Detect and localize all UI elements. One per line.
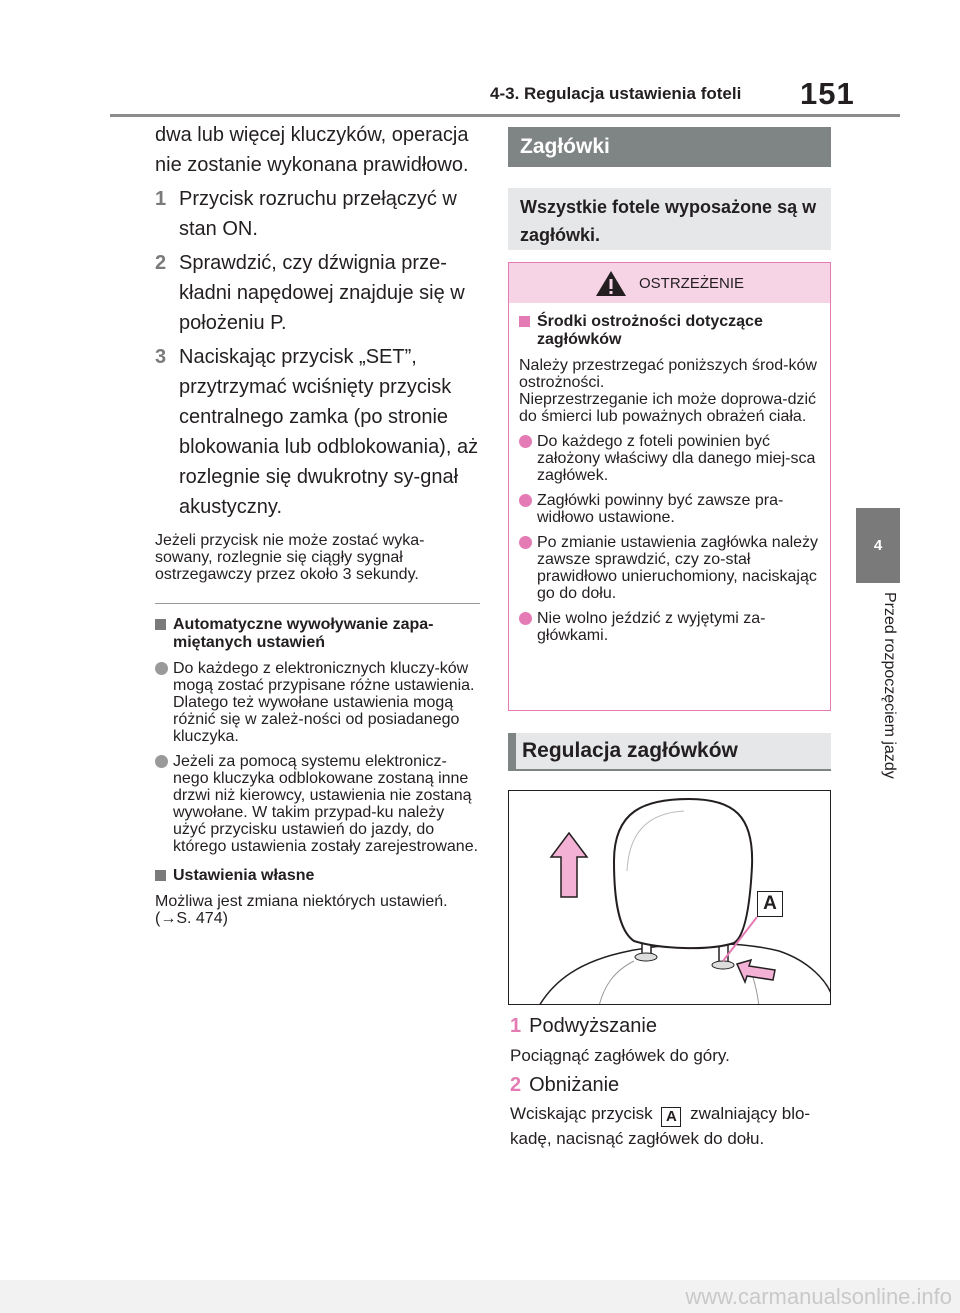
list-item-text: Do każdego z elektronicznych kluczy-ków mogą zostać przypisane różne ustawienia. Dlatego też wywołane ustawienia mogą różnić się w zależ-ności od posiadanego kluczyka. [173, 660, 475, 745]
list-item [155, 660, 480, 745]
raise-description: Pociągnąć zagłówek do góry. [510, 1046, 730, 1065]
intro-text: dwa lub więcej kluczyków, operacja nie zostanie wykonana prawidłowo. [155, 124, 469, 176]
list-item-text: Po zmianie ustawienia zagłówka należy zawsze sprawdzić, czy zo-stał prawidłowo unieruchomiony, naciskając go do dołu. [537, 534, 819, 602]
warning-triangle-icon [595, 269, 627, 297]
circle-bullet-icon [155, 662, 168, 675]
circle-bullet-icon [155, 755, 168, 768]
button-a-icon: A [661, 1107, 681, 1127]
subheading-custom-settings [155, 867, 480, 885]
square-bullet-icon [155, 870, 166, 881]
step-number: 3 [155, 346, 167, 368]
header-rule [110, 114, 900, 117]
list-item [519, 433, 820, 484]
section-title-headrests: Zagłówki [508, 127, 831, 167]
divider [155, 603, 480, 604]
step-text: Przycisk rozruchu przełączyć w stan ON. [179, 188, 457, 240]
headrest-illustration [508, 790, 831, 1005]
custom-settings-text: Możliwa jest zmiana niektórych ustawień. (→S. 474) [155, 893, 448, 927]
section-rule [508, 769, 831, 771]
step-label: Podwyższanie [529, 1015, 657, 1037]
callout-line [719, 915, 759, 965]
step-number: 2 [510, 1074, 522, 1096]
step-text: Sprawdzić, czy dźwignia prze-kładni napędowej znajduje się w położeniu P. [179, 252, 465, 334]
page-number: 151 [800, 76, 855, 111]
square-bullet-icon [155, 619, 166, 630]
headrests-intro: Wszystkie fotele wyposażone są w zagłówki. [508, 188, 831, 250]
list-item-text: Nie wolno jeździć z wyjętymi za-główkami. [537, 610, 766, 644]
list-item-text: Zagłówki powinny być zawsze pra-widłowo ustawione. [537, 492, 784, 526]
section-title-adjustment: Regulacja zagłówków [508, 733, 831, 769]
circle-bullet-icon [519, 494, 532, 507]
up-arrow-icon [549, 831, 589, 899]
section-accent [508, 733, 516, 769]
circle-bullet-icon [519, 612, 532, 625]
circle-bullet-icon [519, 435, 532, 448]
left-column [155, 120, 480, 927]
warning-header [509, 263, 830, 303]
list-item [519, 492, 820, 526]
subheading-text: Automatyczne wywoływanie zapa-miętanych ustawień [173, 616, 434, 651]
warning-subheading [519, 313, 820, 349]
lower-description: Wciskając przycisk A zwalniający blo-kadę, nacisnąć zagłówek do dołu. [510, 1104, 811, 1148]
lower-step [510, 1073, 830, 1097]
watermark: www.carmanualsonline.info [685, 1284, 952, 1309]
subheading-text: Środki ostrożności dotyczące zagłówków [537, 313, 763, 348]
chapter-title: Przed rozpoczęciem jazdy [881, 592, 898, 779]
step-text: Naciskając przycisk „SET”, przytrzymać wciśnięty przycisk centralnego zamka (po stronie blokowania lub odblokowania), aż rozlegnie się dwukrotny sy-gnał akustyczny. [179, 346, 479, 518]
step-1 [155, 184, 480, 244]
list-item-text: Jeżeli za pomocą systemu elektronicz-nego kluczyka odblokowane zostaną inne drzwi niż kierowcy, ustawienia nie zostaną wywołane. W takim przypad-ku należy użyć przycisku ustawień do jazdy, do którego ustawienia zostały zarejestrowane. [173, 753, 479, 855]
callout-label: A [757, 891, 783, 917]
warning-body [509, 303, 830, 644]
step-number: 1 [155, 188, 167, 210]
list-item-text: Do każdego z foteli powinien być założony właściwy dla danego miej-sca zagłówek. [537, 433, 816, 484]
raise-step [510, 1014, 830, 1038]
step-2 [155, 248, 480, 338]
step-3 [155, 342, 480, 522]
square-bullet-icon [519, 316, 530, 327]
circle-bullet-icon [519, 536, 532, 549]
step-number: 2 [155, 252, 167, 274]
list-item [155, 753, 480, 855]
section-header: 4-3. Regulacja ustawienia foteli [490, 84, 742, 103]
chapter-tab: 4 [856, 508, 900, 583]
warning-label: OSTRZEŻENIE [638, 274, 744, 292]
step-number: 1 [510, 1015, 522, 1037]
warning-box [508, 262, 831, 711]
page-reference-link[interactable]: (→S. 474) [155, 910, 228, 927]
subheading-auto-recall [155, 616, 480, 652]
step-label: Obniżanie [529, 1074, 620, 1096]
subheading-text: Ustawienia własne [173, 867, 315, 884]
warning-text-1: Należy przestrzegać poniższych środ-ków ostrożności. [519, 357, 817, 391]
list-item [519, 610, 820, 644]
warning-text-2: Nieprzestrzeganie ich może doprowa-dzić do śmierci lub poważnych obrażeń ciała. [519, 391, 817, 425]
list-item [519, 534, 820, 602]
note-text: Jeżeli przycisk nie może zostać wyka-sowany, rozlegnie się ciągły sygnał ostrzegawczy przez około 3 sekundy. [155, 532, 425, 583]
